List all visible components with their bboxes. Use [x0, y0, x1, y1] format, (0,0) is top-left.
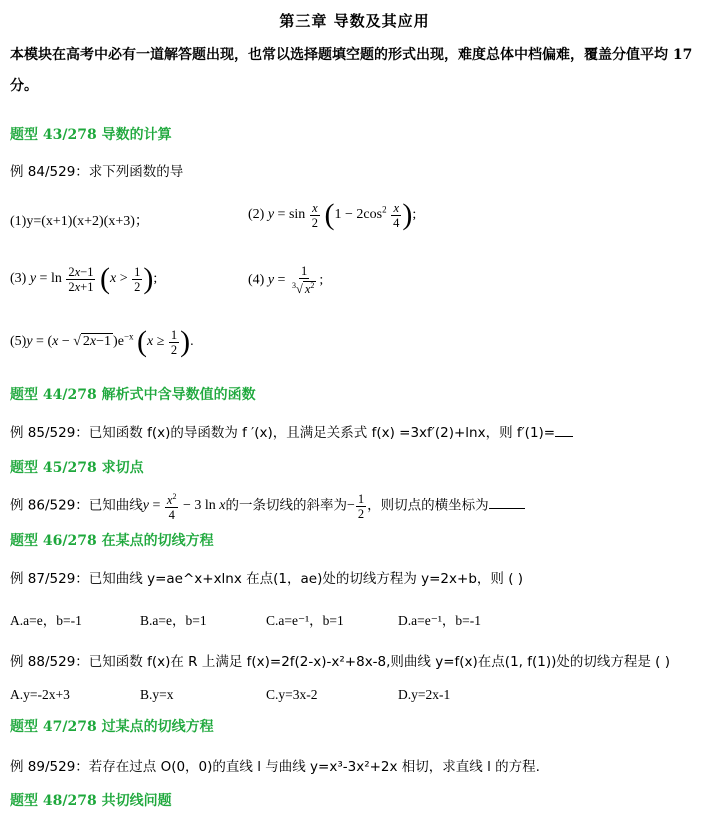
example-85-text: 例 85/529：已知函数 f(x)的导函数为 f ′(x)，且满足关系式 f(x) =3xf′(2)+lnx，则 f′(1)=	[10, 425, 556, 441]
example-88-option-c: C.y=3x-2	[266, 687, 318, 702]
example-84-formula-4: (4) y = $\frac{1}{^3√ x^2}$ ;	[248, 264, 324, 297]
answer-blank	[555, 436, 573, 437]
example-86-text-b: 的一条切线的斜率为	[225, 497, 347, 514]
example-88-text: 例 88/529：已知函数 f(x)在 R 上满足 f(x)=2f(2-x)-x²+8x-8,则曲线 y=f(x)在点(1, f(1))处的切线方程是 ( )	[10, 654, 670, 670]
section-heading-48: 题型 48/278 共切线问题	[10, 793, 172, 809]
example-86-text-c: ，则切点的横坐标为	[367, 497, 489, 514]
example-87-option-c: C.a=e⁻¹，b=1	[266, 613, 344, 628]
intro-paragraph: 本模块在高考中必有一道解答题出现，也常以选择题填空题的形式出现，难度总体中档偏难，覆盖分值平均 17 分。	[10, 47, 693, 94]
example-86-text-a: 例 86/529：已知曲线	[10, 497, 143, 514]
example-87-text: 例 87/529：已知曲线 y=ae^x+xlnx 在点(1，ae)处的切线方程为 y=2x+b，则 ( )	[10, 571, 524, 587]
example-86: 例 86/529：已知曲线y = $\frac{x^2}{4}$ − 3 ln x的一条切线的斜率为− $\frac{1}{2}$ ，则切点的横坐标为	[10, 490, 525, 522]
example-88-option-b: B.y=x	[140, 687, 174, 702]
example-87-option-a: A.a=e，b=-1	[10, 613, 82, 628]
answer-blank	[489, 508, 525, 509]
section-heading-44: 题型 44/278 解析式中含导数值的函数	[10, 387, 256, 403]
example-84-formula-3: (3) y = ln $\frac{2x-1}{2x+1}$ (x > $\frac{1}{2}$ );	[10, 262, 158, 295]
example-85	[10, 421, 573, 441]
formula-1-text: (1)y=(x+1)(x+2)(x+3)；	[10, 214, 149, 229]
section-heading-43: 题型 43/278 导数的计算	[10, 127, 172, 143]
example-84-formula-2: (2) y = sin $\frac{x}{2}$ ($1 - 2\cos^2$ $\frac{x}{4}$ );	[248, 198, 417, 231]
example-84-formula-5: (5)y = (x − √ 2x−1 )$e^{-x}$ (x ≥ $\frac{1}{2}$ ).	[10, 325, 194, 358]
example-89-text: 例 89/529：若存在过点 O(0，0)的直线 l 与曲线 y=x³-3x²+2x 相切，求直线 l 的方程.	[10, 759, 540, 775]
example-88-option-a: A.y=-2x+3	[10, 687, 70, 702]
section-heading-46: 题型 46/278 在某点的切线方程	[10, 533, 214, 549]
example-84-prompt: 例 84/529：求下列函数的导	[10, 164, 184, 180]
example-88-option-d: D.y=2x-1	[398, 687, 451, 702]
example-87-option-b: B.a=e，b=1	[140, 613, 207, 628]
section-heading-47: 题型 47/278 过某点的切线方程	[10, 719, 214, 735]
chapter-title: 第三章 导数及其应用	[279, 12, 430, 30]
example-84-formula-1	[10, 210, 149, 230]
section-heading-45: 题型 45/278 求切点	[10, 460, 144, 476]
example-87-option-d: D.a=e⁻¹，b=-1	[398, 613, 482, 628]
